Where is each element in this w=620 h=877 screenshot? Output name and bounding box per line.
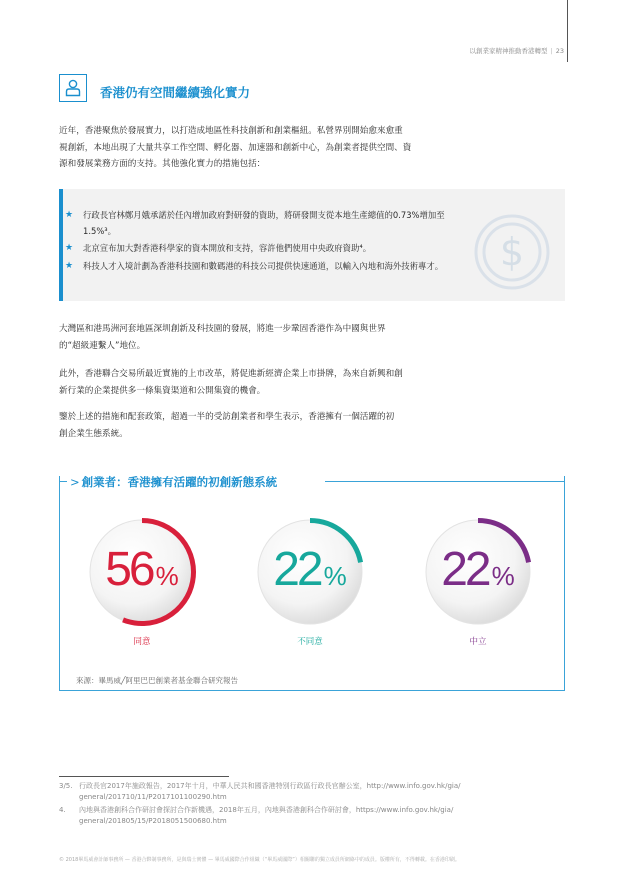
measure-line: 行政長官林鄭月娥承諾於任內增加政府對研發的資助，將研發開支從本地生產總值的0.73%增加至	[83, 210, 445, 220]
paragraph-line: 創企業生態系統。	[59, 428, 128, 439]
gauge-label: 中立	[469, 637, 487, 647]
footnote-line: 行政長官2017年施政報告，2017年十月，中華人民共和國香港特別行政區行政長官辦公室，http://www.info.gov.hk/gia/	[79, 782, 461, 790]
gauge-unit: %	[155, 561, 179, 591]
intro-line: 近年，香港聚焦於發展實力，以打造成地區性科技創新和創業樞紐。私營界別開始愈來愈重	[59, 126, 403, 136]
neutral-gauge	[422, 516, 534, 628]
running-header-separator: |	[550, 47, 553, 55]
footnote-marker: 3/5.	[59, 782, 73, 790]
footnote-line: 內地與香港創科合作研討會探討合作新機遇，2018年五月，內地與香港創科合作研討會，https://www.info.gov.hk/gia/	[79, 806, 454, 814]
survey-title-text: 創業者：香港擁有活躍的初創新態系統	[81, 475, 278, 489]
body-paragraph	[59, 409, 479, 442]
gauge-value	[86, 542, 198, 604]
measure-line: 科技人才入境計劃為香港科技園和數碼港的科技公司提供快速通道，以輸入內地和海外技術專才。	[83, 260, 444, 271]
agree-gauge	[86, 516, 198, 628]
star-bullet-icon: ★	[65, 243, 74, 253]
paragraph-line: 此外，香港聯合交易所最近實施的上市改革，將促進新經濟企業上市掛牌，為來自新興和創	[59, 369, 403, 379]
footnote-text	[79, 781, 519, 803]
gauge-number: 56	[105, 543, 153, 596]
intro-line: 視創新，本地出現了大量共享工作空間、孵化器、加速器和創新中心，為創業者提供空間、資	[59, 142, 412, 153]
survey-box-title	[70, 474, 277, 490]
arrow-icon: >	[70, 475, 80, 489]
star-bullet-icon: ★	[65, 260, 74, 271]
footnote	[59, 781, 559, 803]
measure-item	[65, 208, 535, 239]
callout-accent-bar	[59, 189, 63, 301]
running-header-title: 以創業家精神推動香港轉型	[469, 47, 548, 55]
gauge-value	[254, 542, 366, 604]
page-number: 23	[555, 47, 564, 55]
intro-paragraph	[59, 123, 479, 173]
gauge-value	[422, 542, 534, 604]
footnote-text	[79, 805, 519, 827]
user-badge-icon	[59, 74, 87, 102]
gauge-number: 22	[273, 543, 321, 596]
intro-line: 源和發展業務方面的支持。其他強化實力的措施包括：	[59, 159, 266, 169]
copyright-footer: © 2018畢馬威會計師事務所 — 香港合夥制事務所，是與瑞士實體 — 畢馬威國際合作組織（“畢馬威國際”）相關聯的獨立成員所網絡中的成員。版權所有，不得轉載。在香港印刷。	[59, 857, 460, 863]
footnote-rule	[59, 776, 229, 777]
gauge-unit: %	[323, 561, 347, 591]
gauge-number: 22	[441, 543, 489, 596]
paragraph-line: 鑒於上述的措施和配套政策，超過一半的受訪創業者和學生表示，香港擁有一個活躍的初	[59, 412, 395, 422]
footnote	[59, 805, 559, 827]
survey-box-top-border	[59, 481, 67, 482]
gauge-unit: %	[491, 561, 515, 591]
chart-source: 來源：畢馬威╱阿里巴巴創業者基金聯合研究報告	[76, 676, 239, 685]
survey-box-top-border	[325, 481, 565, 482]
section-title: 香港仍有空間繼續強化實力	[100, 85, 251, 100]
running-header	[470, 46, 564, 55]
paragraph-line: 大灣區和港馬洲河套地區深圳創新及科技園的發展，將進一步鞏固香港作為中國與世界	[59, 324, 386, 334]
svg-text:$: $	[499, 230, 525, 274]
measure-line: 1.5%³。	[83, 225, 117, 236]
paragraph-line: 新行業的企業提供多一條集資渠道和公開集資的機會。	[59, 385, 266, 396]
gauge-label: 同意	[133, 637, 151, 647]
body-paragraph	[59, 321, 479, 354]
measures-callout	[59, 189, 565, 301]
footnote-line: general/201805/15/P2018051500680.htm	[79, 817, 227, 825]
body-paragraph	[59, 366, 479, 399]
footnote-marker: 4.	[59, 806, 66, 814]
measures-list	[65, 208, 535, 276]
star-bullet-icon: ★	[65, 210, 74, 220]
gauge-label: 不同意	[297, 637, 323, 647]
paragraph-line: 的“超級連繫人”地位。	[59, 340, 146, 351]
disagree-gauge	[254, 516, 366, 628]
footnote-line: general/201710/11/P2017101100290.htm	[79, 793, 227, 801]
header-divider	[567, 0, 568, 62]
measure-item	[65, 241, 535, 257]
measure-line: 北京宣布加大對香港科學家的資本開放和支持，容許他們使用中央政府資助⁴。	[83, 243, 372, 253]
measure-item	[65, 259, 535, 275]
